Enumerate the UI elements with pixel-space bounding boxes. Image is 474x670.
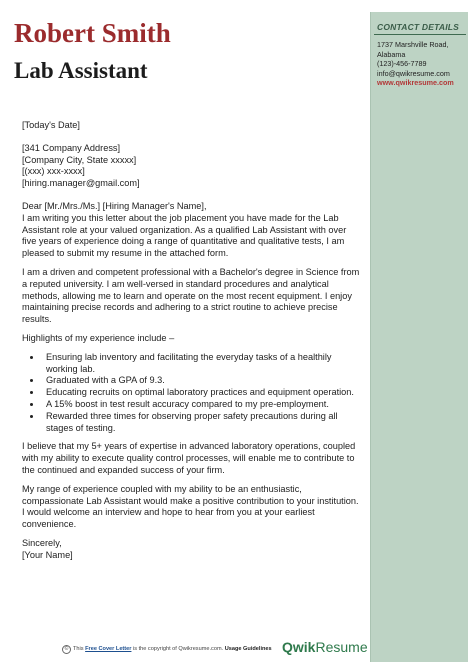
paragraph-background: I am a driven and competent professional with a Bachelor's degree in Science from a reputed university. I am well-versed in standard procedures and analytical methods, allowing me to learn and operate on the most recent equipment. I enjoy maintaining precise records and adhering to a strict routine to achieve precise results. bbox=[22, 266, 360, 325]
letter-body bbox=[22, 120, 360, 562]
recipient-line: [(xxx) xxx-xxxx] bbox=[22, 166, 85, 177]
list-item: • Educating recruits on optimal laboratory practices and equipment operation. bbox=[42, 387, 360, 399]
sidebar-border bbox=[370, 12, 468, 662]
list-item: • Ensuring lab inventory and facilitating the everyday tasks of a healthily working lab. bbox=[42, 352, 360, 376]
paragraph-closing: My range of experience coupled with my ability to be an enthusiastic, compassionate Lab Assistant would make a positive contribution to your institution. I would welcome an interview and hope to hear from you at your earliest convenience. bbox=[22, 483, 359, 530]
qwikresume-logo bbox=[282, 639, 368, 655]
list-item: • Graduated with a GPA of 9.3. bbox=[42, 375, 360, 387]
paragraph-intro: I am writing you this letter about the job placement you have made for the Lab Assistant role at your valued organization. As a qualified Lab Assistant with over five years of experience doing a range of quantitative and qualitative tests, I am pleased to submit my resume in the attached form. bbox=[22, 212, 347, 259]
applicant-name: Robert Smith bbox=[14, 18, 171, 48]
free-cover-letter-link[interactable]: Free Cover Letter bbox=[85, 646, 132, 652]
phone-number: (123)-456-7789 bbox=[377, 59, 427, 69]
paragraph-expertise: I believe that my 5+ years of expertise in advanced laboratory operations, coupled with my ability to execute quality control processes, will enable me to contribute to the continued and expanded success of your firm. bbox=[22, 441, 356, 475]
website-link[interactable]: www.qwikresume.com bbox=[377, 78, 454, 88]
address-line-2: Alabama bbox=[377, 49, 406, 59]
contact-divider bbox=[374, 34, 466, 35]
recipient-line: [hiring.manager@gmail.com] bbox=[22, 178, 140, 189]
letter-date: [Today's Date] bbox=[22, 120, 80, 130]
copyright-icon: © bbox=[62, 645, 71, 654]
address-line-1: 1737 Marshville Road, bbox=[377, 40, 449, 49]
salutation: Dear [Mr./Mrs./Ms.] [Hiring Manager's Name], bbox=[22, 200, 207, 211]
job-title: Lab Assistant bbox=[14, 58, 148, 83]
contact-details bbox=[377, 40, 467, 88]
signature: [Your Name] bbox=[22, 549, 73, 560]
logo-part-1: Qwik bbox=[282, 639, 316, 655]
list-item: • Rewarded three times for observing proper safety precautions during all stages of testing. bbox=[42, 411, 360, 435]
recipient-line: [341 Company Address] bbox=[22, 142, 121, 153]
closing: Sincerely, bbox=[22, 537, 62, 548]
footer-prefix: This bbox=[73, 646, 86, 652]
highlights-list bbox=[22, 352, 360, 435]
footer-middle: is the copyright of Qwikresume.com. bbox=[131, 646, 225, 652]
footer-text bbox=[73, 646, 272, 652]
usage-guidelines-link[interactable]: Usage Guidelines bbox=[224, 646, 272, 652]
list-item: • A 15% boost in test result accuracy compared to my pre-employment. bbox=[42, 399, 360, 411]
logo-part-2: Resume bbox=[315, 639, 368, 655]
recipient-line: [Company City, State xxxxx] bbox=[22, 154, 137, 165]
contact-details-heading: CONTACT DETAILS bbox=[377, 22, 460, 32]
highlights-intro: Highlights of my experience include – bbox=[22, 332, 175, 343]
email-address[interactable]: info@qwikresume.com bbox=[377, 68, 450, 78]
